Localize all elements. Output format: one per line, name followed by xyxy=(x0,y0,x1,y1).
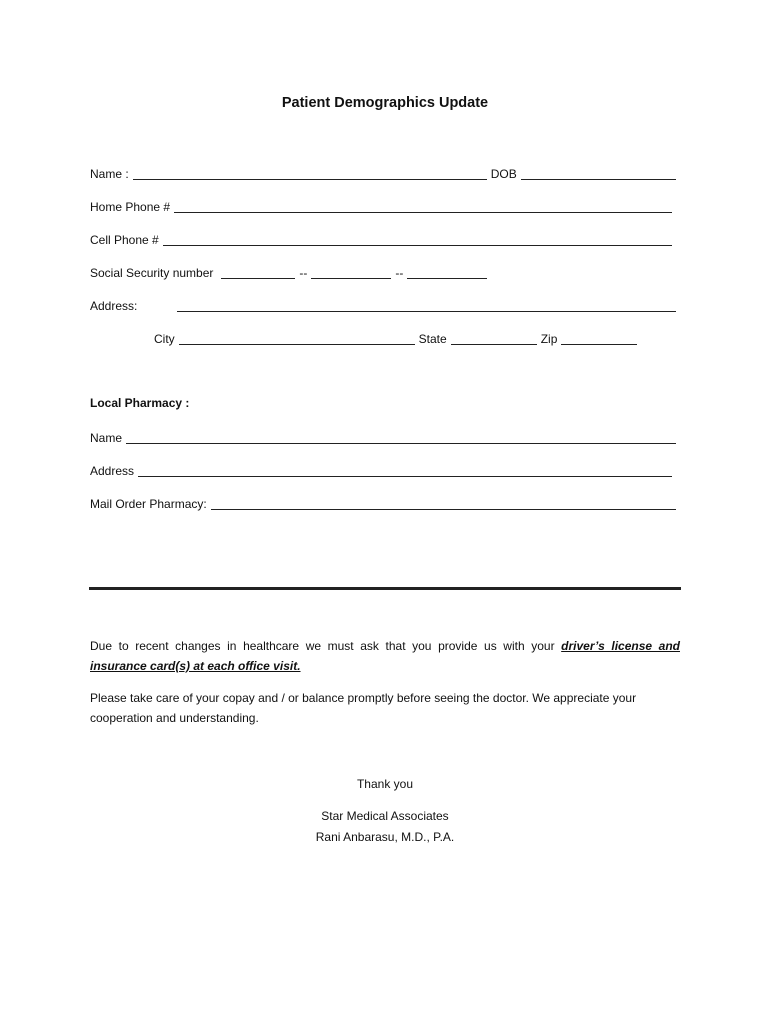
section-divider xyxy=(89,587,681,590)
address-field[interactable] xyxy=(177,299,676,312)
pharmacy-address-row xyxy=(90,461,680,479)
ssn-row xyxy=(90,263,680,281)
page-title: Patient Demographics Update xyxy=(281,95,489,111)
address-row xyxy=(90,296,680,314)
ssn-part1-field[interactable] xyxy=(221,266,295,279)
city-field[interactable] xyxy=(179,332,415,345)
cell-phone-label: Cell Phone # xyxy=(90,233,159,247)
doctor-name: Rani Anbarasu, M.D., P.A. xyxy=(315,830,455,844)
name-field[interactable] xyxy=(133,167,487,180)
address-label: Address: xyxy=(90,299,138,313)
city-state-zip-row xyxy=(154,329,654,347)
dob-label: DOB xyxy=(490,167,517,181)
name-dob-row xyxy=(90,164,680,182)
pharmacy-name-label: Name xyxy=(90,431,123,445)
pharmacy-address-label: Address xyxy=(90,464,135,478)
zip-label: Zip xyxy=(540,332,558,346)
pharmacy-address-field[interactable] xyxy=(138,464,672,477)
ssn-part2-field[interactable] xyxy=(311,266,391,279)
state-label: State xyxy=(418,332,447,346)
zip-field[interactable] xyxy=(561,332,637,345)
home-phone-label: Home Phone # xyxy=(90,200,171,214)
organization-name: Star Medical Associates xyxy=(321,809,449,823)
cell-phone-field[interactable] xyxy=(163,233,672,246)
state-field[interactable] xyxy=(451,332,537,345)
ssn-label: Social Security number xyxy=(90,266,214,280)
mail-order-row xyxy=(90,494,680,512)
pharmacy-name-row xyxy=(90,428,680,446)
home-phone-row xyxy=(90,197,680,215)
notice-emphasis: driver’s license and insurance card(s) at each office visit. xyxy=(90,639,680,673)
home-phone-field[interactable] xyxy=(174,200,672,213)
thank-you: Thank you xyxy=(356,777,414,791)
notice-paragraph-2: Please take care of your copay and / or balance promptly before seeing the doctor. We appreciate your cooperation and understanding. xyxy=(90,691,637,725)
pharmacy-name-field[interactable] xyxy=(126,431,676,444)
notice-paragraph-1 xyxy=(90,636,680,676)
pharmacy-heading: Local Pharmacy : xyxy=(90,396,190,410)
mail-order-field[interactable] xyxy=(211,497,676,510)
mail-order-label: Mail Order Pharmacy: xyxy=(90,497,207,511)
name-label: Name : xyxy=(90,167,129,181)
ssn-separator-1: -- xyxy=(299,266,308,280)
ssn-separator-2: -- xyxy=(395,266,404,280)
cell-phone-row xyxy=(90,230,680,248)
city-label: City xyxy=(154,332,175,346)
dob-field[interactable] xyxy=(521,167,676,180)
ssn-part3-field[interactable] xyxy=(407,266,487,279)
notice-text: Due to recent changes in healthcare we must ask that you provide us with your xyxy=(90,639,562,653)
